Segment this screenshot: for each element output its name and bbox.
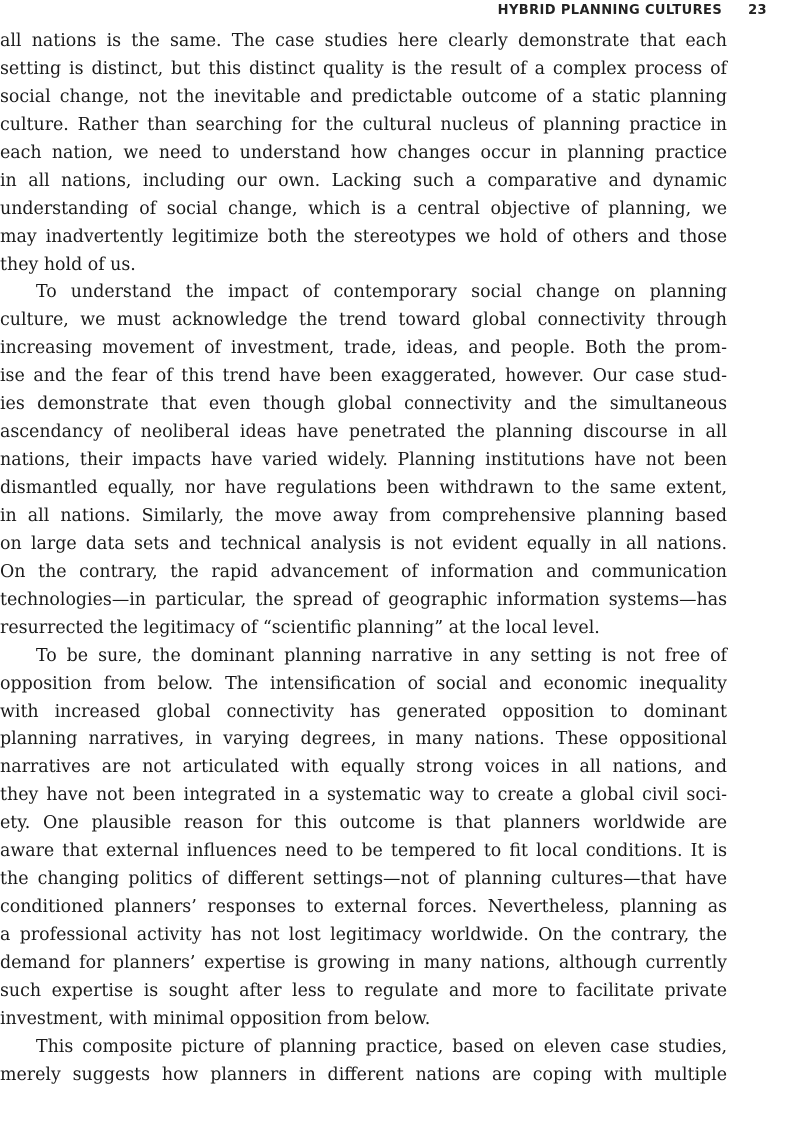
- running-head: [498, 0, 767, 20]
- text-line: each nation, we need to understand how changes occur in planning practice: [0, 142, 727, 163]
- text-line: social change, not the inevitable and predictable outcome of a static planning: [0, 86, 727, 107]
- text-line: understanding of social change, which is a central objective of planning, we: [0, 198, 727, 219]
- text-line: demand for planners’ expertise is growing in many nations, although currently: [0, 952, 727, 973]
- running-title: HYBRID PLANNING CULTURES: [497, 2, 723, 18]
- text-line: a professional activity has not lost legitimacy worldwide. On the contrary, the: [0, 925, 727, 945]
- text-line: ety. One plausible reason for this outcome is that planners worldwide are: [0, 813, 727, 834]
- text-line: conditioned planners’ responses to external forces. Nevertheless, planning as: [0, 897, 727, 918]
- text-line: ies demonstrate that even though global connectivity and the simultaneous: [0, 394, 727, 415]
- text-line: narratives are not articulated with equally strong voices in all nations, and: [0, 757, 727, 778]
- body-text: [0, 28, 727, 1090]
- text-line: such expertise is sought after less to regulate and more to facilitate private: [0, 980, 727, 1001]
- text-line: they hold of us.: [0, 254, 136, 275]
- text-line: ascendancy of neoliberal ideas have penetrated the planning discourse in all: [0, 422, 727, 443]
- text-line: aware that external influences need to be tempered to fit local conditions. It is: [0, 841, 727, 862]
- text-line: dismantled equally, nor have regulations been withdrawn to the same extent,: [0, 478, 727, 498]
- text-line: all nations is the same. The case studies here clearly demonstrate that each: [0, 31, 727, 51]
- text-line: To understand the impact of contemporary social change on planning: [36, 282, 727, 303]
- text-line: increasing movement of investment, trade, ideas, and people. Both the prom-: [0, 338, 727, 359]
- text-line: resurrected the legitimacy of “scientific planning” at the local level.: [0, 617, 600, 638]
- text-line: merely suggests how planners in different nations are coping with multiple: [0, 1064, 727, 1085]
- text-line: the changing politics of different settings—not of planning cultures—that have: [0, 869, 727, 890]
- text-line: ise and the fear of this trend have been exaggerated, however. Our case stud-: [0, 366, 727, 387]
- text-line: setting is distinct, but this distinct quality is the result of a complex process of: [0, 58, 727, 79]
- text-line: they have not been integrated in a systematic way to create a global civil soci-: [0, 785, 727, 806]
- text-line: on large data sets and technical analysis is not evident equally in all nations.: [0, 533, 727, 554]
- text-line: in all nations, including our own. Lacking such a comparative and dynamic: [0, 170, 727, 191]
- text-line: in all nations. Similarly, the move away from comprehensive planning based: [0, 505, 727, 526]
- text-line: opposition from below. The intensification of social and economic inequality: [0, 673, 727, 694]
- text-line: investment, with minimal opposition from below.: [0, 1008, 431, 1029]
- text-line: technologies—in particular, the spread of geographic information systems—has: [0, 589, 727, 610]
- text-line: with increased global connectivity has generated opposition to dominant: [0, 701, 727, 722]
- text-line: culture. Rather than searching for the cultural nucleus of planning practice in: [0, 114, 727, 135]
- text-line: planning narratives, in varying degrees, in many nations. These oppositional: [0, 729, 727, 750]
- text-line: On the contrary, the rapid advancement of information and communication: [0, 561, 727, 582]
- page-number: 23: [748, 2, 767, 18]
- text-line: To be sure, the dominant planning narrative in any setting is not free of: [36, 645, 727, 666]
- text-line: may inadvertently legitimize both the stereotypes we hold of others and those: [0, 226, 727, 247]
- text-line: This composite picture of planning practice, based on eleven case studies,: [36, 1036, 727, 1057]
- text-line: culture, we must acknowledge the trend toward global connectivity through: [0, 310, 727, 331]
- text-line: nations, their impacts have varied widely. Planning institutions have not been: [0, 450, 727, 471]
